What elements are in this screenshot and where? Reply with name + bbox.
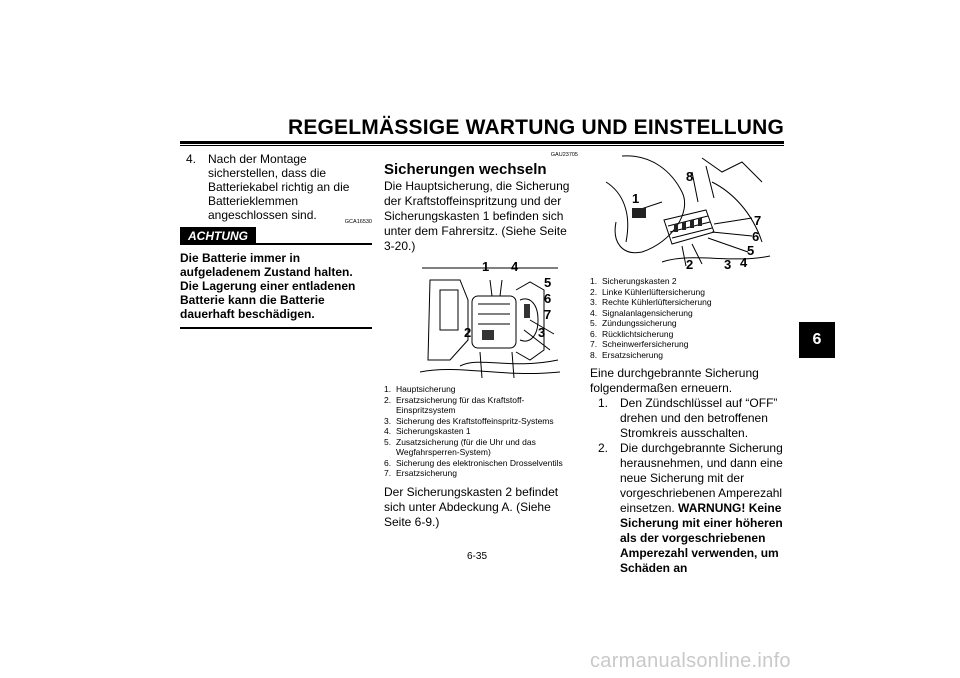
section-title: Sicherungen wechseln (384, 161, 547, 178)
callout-7: 7 (754, 213, 762, 228)
column-left (180, 152, 372, 329)
callout-8: 8 (686, 169, 694, 184)
page-number: 6-35 (467, 551, 488, 562)
notice-bottom-rule (180, 327, 372, 329)
legend-item: 6. Sicherung des elektronischen Drosselventils (384, 457, 563, 468)
section-intro: Die Hauptsicherung, die Sicherung der Kraftstoffeinspritzung und der Sicherungskasten 1 befinden sich unter dem Fahrersitz. (Siehe Seite 3-20.) (384, 179, 570, 253)
callout-5: 5 (544, 275, 552, 290)
legend-item: 1. Sicherungskasten 2 (590, 276, 677, 286)
chapter-tab: 6 (799, 322, 835, 358)
legend-item: 2. Linke Kühlerlüftersicherung (590, 286, 706, 297)
page-header-title: REGELMÄSSIGE WARTUNG UND EINSTELLUNG (287, 116, 784, 139)
figure-legend (590, 276, 786, 360)
column-right (590, 152, 786, 576)
section-code: GAU23705 (550, 152, 578, 158)
legend-item: 3. Rechte Kühlerlüftersicherung (590, 297, 712, 307)
step-number: 4. (186, 152, 197, 166)
legend-item: 4. Signalanlagensicherung (590, 307, 693, 318)
step-2-warning: WARNUNG! Keine Sicherung mit einer höheren als der vorgeschriebenen Amperezahl verwenden, um Schäden an (620, 501, 783, 575)
step-4 (186, 152, 372, 222)
callout-4: 4 (740, 255, 748, 270)
header-rule-thin (180, 145, 784, 146)
callout-6: 6 (544, 291, 552, 306)
legend-item: 6. Rücklichtsicherung (590, 328, 674, 339)
header-rule (180, 141, 784, 144)
notice-rule (256, 243, 372, 245)
figure-legend (384, 384, 578, 479)
legend-item: 4. Sicherungskasten 1 (384, 426, 471, 436)
callout-2: 2 (686, 257, 694, 272)
figure-fuse-location-seat (420, 260, 560, 380)
replace-intro: Eine durchgebrannte Sicherung folgendermaßen erneuern. (590, 366, 759, 395)
replace-step-2 (598, 441, 786, 576)
watermark: carmanualsonline.info (590, 650, 791, 672)
step-text: Nach der Montage sicherstellen, dass die Batteriekabel richtig an die Batterieklemmen angeschlossen sind. (208, 152, 350, 222)
legend-item: 5. Zusatzsicherung (für die Uhr und das Wegfahrsperren-System) (384, 436, 536, 457)
callout-5: 5 (747, 243, 755, 258)
notice-code: GCA16530 (344, 219, 372, 225)
legend-item: 1. Hauptsicherung (384, 384, 456, 394)
legend-item: 5. Zündungssicherung (590, 318, 677, 328)
step-text (620, 441, 786, 576)
callout-1: 1 (632, 191, 640, 206)
engine-illustration (420, 260, 560, 380)
step-2-text: Die durchgebrannte Sicherung herausnehmen, und dann eine neue Sicherung mit der vorgeschriebenen Amperezahl einsetzen. (620, 441, 783, 515)
legend-item: 7. Ersatzsicherung (384, 468, 457, 478)
notice-header (180, 219, 372, 245)
legend-item: 3. Sicherung des Kraftstoffeinspritz-Systems (384, 415, 554, 426)
step-text: Den Zündschlüssel auf “OFF” drehen und den betroffenen Stromkreis ausschalten. (620, 396, 778, 440)
figure-fuse-box-2 (602, 152, 772, 272)
legend-item: 8. Ersatzsicherung (590, 349, 663, 360)
notice-label: ACHTUNG (180, 227, 256, 245)
callout-6: 6 (752, 229, 760, 244)
callout-4: 4 (511, 260, 519, 274)
legend-item: 2. Ersatzsicherung für das Kraftstoff-Einspritzsystem (384, 394, 525, 415)
callout-1: 1 (482, 260, 490, 274)
callout-7: 7 (544, 307, 552, 322)
column-middle (384, 152, 578, 530)
replace-step-1 (598, 396, 786, 441)
callout-3: 3 (724, 257, 732, 272)
legend-item: 7. Scheinwerfersicherung (590, 339, 689, 349)
callout-2: 2 (464, 325, 472, 340)
notice-text: Die Batterie immer in aufgeladenem Zustand halten. Die Lagerung einer entladenen Batterie kann die Batterie dauerhaft beschädigen. (180, 251, 356, 321)
step-number: 1. (598, 396, 609, 410)
callout-3: 3 (538, 325, 546, 340)
section-outro: Der Sicherungskasten 2 befindet sich unter Abdeckung A. (Siehe Seite 6-9.) (384, 484, 559, 529)
step-number: 2. (598, 441, 609, 455)
